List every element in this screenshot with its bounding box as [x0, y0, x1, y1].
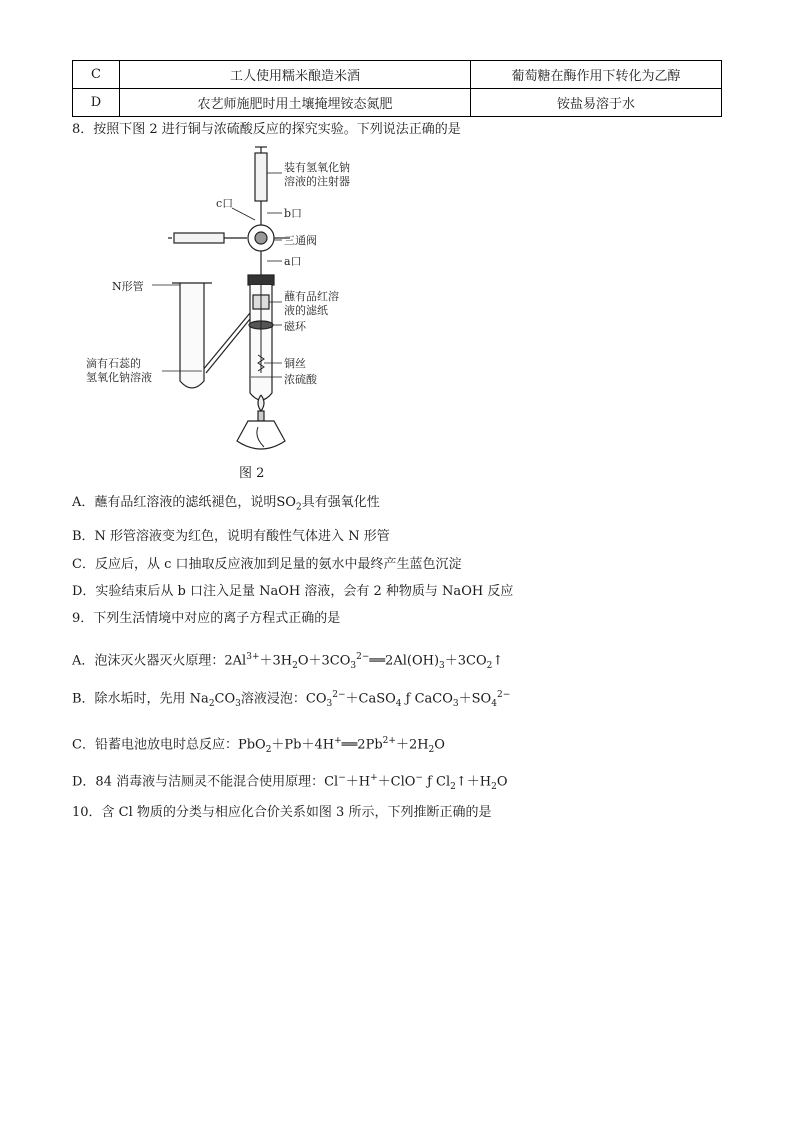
q9-option-a: A．泡沫灭火器灭火原理：$2Al^{3+}+3H_2O+3CO_3^{2-}══2Al(OH)_3+3CO_2↑$: [72, 652, 504, 671]
q8-option-b: B．N 形管溶液变为红色，说明有酸性气体进入 N 形管: [72, 529, 390, 544]
options-table: [72, 60, 722, 117]
row-letter: C: [73, 61, 120, 89]
q9-option-c: C．铅蓄电池放电时总反应：$PbO_2+Pb+4H^+══2Pb^{2+}+2H_2O$: [72, 736, 445, 755]
copper-label: 铜丝: [284, 357, 306, 370]
q8-option-d: D．实验结束后从 b 口注入足量 NaOH 溶液，会有 2 种物质与 NaOH 反应: [72, 584, 514, 599]
q9-option-b: B．除水垢时，先用 $Na_2CO_3$溶液浸泡：$CO_3^{2-}+CaSO_4$ ƒ $CaCO_3+SO_4^{2-}$: [72, 690, 511, 709]
filter-label-1: 蘸有品红溶: [284, 290, 339, 303]
table-row: [73, 89, 722, 117]
n-tube-label: N形管: [112, 280, 144, 293]
vertical-syringe: [255, 153, 267, 201]
q9-option-d: D．84 消毒液与洁厕灵不能混合使用原理：Cl−＋H+＋ClO− ƒ $Cl_2↑+H_2O$: [72, 773, 508, 792]
figure-2-caption: 图 2: [239, 466, 265, 481]
b-port-label: b口: [284, 207, 303, 220]
stopper: [248, 275, 274, 285]
table-row: [73, 61, 722, 89]
question-8-stem: 8．按照下图 2 进行铜与浓硫酸反应的探究实验。下列说法正确的是: [72, 122, 461, 137]
acid-label: 浓硫酸: [284, 373, 317, 386]
filter-label-2: 液的滤纸: [284, 304, 328, 317]
horizontal-syringe: [174, 233, 224, 243]
a-port-label: a口: [284, 255, 302, 268]
row-phenomenon: 工人使用糯米酿造米酒: [120, 61, 471, 89]
valve-label: 三通阀: [284, 234, 317, 247]
magnet-label: 磁环: [284, 320, 306, 333]
q8-option-c: C．反应后，从 c 口抽取反应液加到足量的氨水中最终产生蓝色沉淀: [72, 557, 462, 572]
question-10-stem: 10．含 Cl 物质的分类与相应化合价关系如图 3 所示，下列推断正确的是: [72, 805, 492, 820]
row-explanation: 铵盐易溶于水: [471, 89, 722, 117]
q8-option-a: A．蘸有品红溶液的滤纸褪色，说明$SO_2$具有强氧化性: [72, 495, 380, 513]
row-phenomenon: 农艺师施肥时用土壤掩埋铵态氮肥: [120, 89, 471, 117]
syringe-label-2: 溶液的注射器: [284, 175, 350, 188]
row-letter: D: [73, 89, 120, 117]
apparatus-figure: [72, 145, 492, 485]
row-explanation: 葡萄糖在酶作用下转化为乙醇: [471, 61, 722, 89]
alcohol-lamp: [237, 421, 285, 449]
litmus-label-1: 滴有石蕊的: [86, 357, 141, 370]
c-port-label: c口: [216, 197, 234, 210]
syringe-label-1: 装有氢氧化钠: [284, 161, 350, 174]
flame: [258, 395, 264, 411]
litmus-label-2: 氢氧化钠溶液: [86, 371, 152, 384]
question-9-stem: 9．下列生活情境中对应的离子方程式正确的是: [72, 611, 341, 626]
n-tube: [180, 283, 204, 388]
